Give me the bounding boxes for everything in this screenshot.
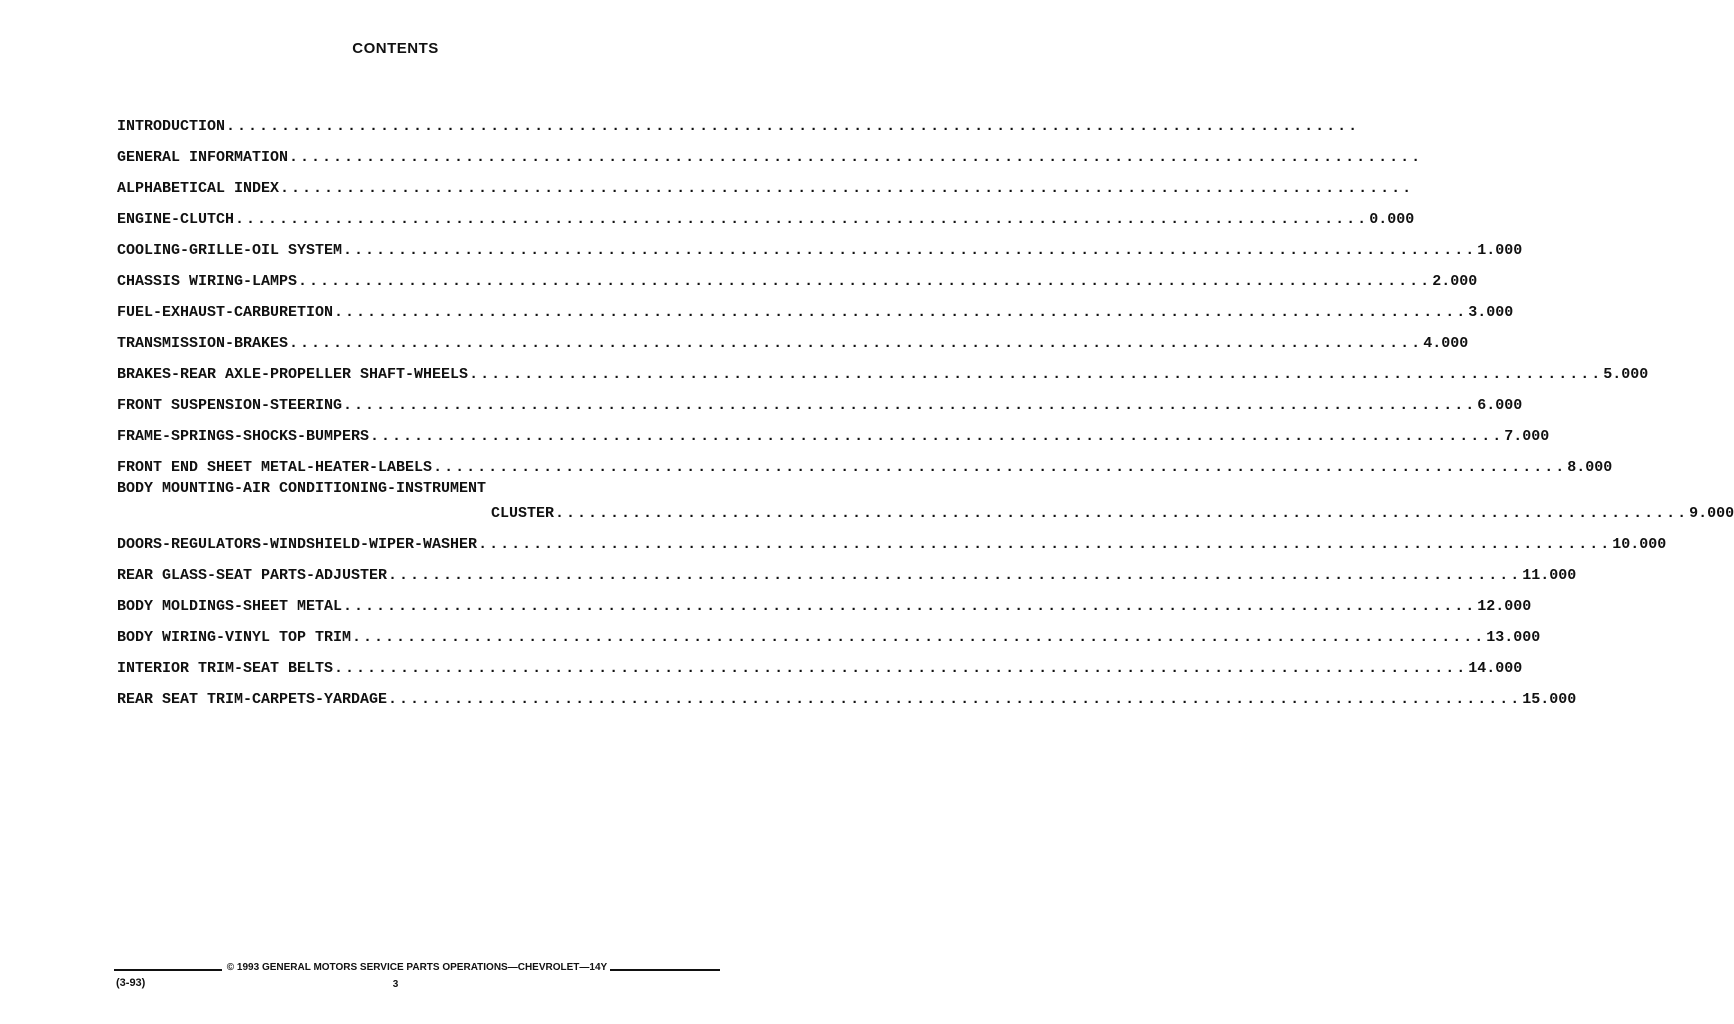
toc-entry-chassis-wiring <box>117 259 1478 290</box>
dot-leader: ....................................................................................................... <box>343 242 1477 259</box>
toc-entry-body-mounting <box>117 476 1734 522</box>
page-title: CONTENTS <box>352 40 439 57</box>
toc-section-number: 0.000 <box>1369 211 1415 228</box>
toc-entry-rear-seat-trim <box>117 677 1577 708</box>
toc-section-number: 2.000 <box>1432 273 1478 290</box>
toc-label-continued: CLUSTER <box>491 505 555 522</box>
toc-section-number: 4.000 <box>1423 335 1469 352</box>
toc-entry-introduction <box>117 104 1360 135</box>
toc-label: FRAME-SPRINGS-SHOCKS-BUMPERS <box>117 428 370 445</box>
toc-entry-body-moldings <box>117 584 1532 615</box>
toc-section-number: 7.000 <box>1504 428 1550 445</box>
toc-label: GENERAL INFORMATION <box>117 149 289 166</box>
dot-leader: ....................................................................................................... <box>298 273 1432 290</box>
dot-leader: ....................................................................................................... <box>226 118 1360 135</box>
toc-label: REAR SEAT TRIM-CARPETS-YARDAGE <box>117 691 388 708</box>
toc-section-number: 11.000 <box>1522 567 1577 584</box>
toc-entry-frame-springs <box>117 414 1550 445</box>
toc-entry-transmission <box>117 321 1469 352</box>
dot-leader: ....................................................................................................... <box>235 211 1369 228</box>
toc-label: FUEL-EXHAUST-CARBURETION <box>117 304 334 321</box>
dot-leader: ....................................................................................................... <box>388 567 1522 584</box>
dot-leader: ....................................................................................................... <box>555 505 1689 522</box>
toc-entry-brakes-rear-axle <box>117 352 1649 383</box>
toc-label: INTRODUCTION <box>117 118 226 135</box>
toc-entry-doors-regulators <box>117 522 1667 553</box>
toc-entry-cooling <box>117 228 1523 259</box>
toc-label: ENGINE-CLUTCH <box>117 211 235 228</box>
toc-label: BODY MOLDINGS-SHEET METAL <box>117 598 343 615</box>
footer-rule-right <box>610 969 720 971</box>
toc-section-number: 1.000 <box>1477 242 1523 259</box>
dot-leader: ....................................................................................................... <box>343 397 1477 414</box>
toc-entry-front-end-sheet-metal <box>117 445 1613 476</box>
dot-leader: ....................................................................................................... <box>370 428 1504 445</box>
toc-section-number: 15.000 <box>1522 691 1577 708</box>
toc-section-number: 8.000 <box>1567 459 1613 476</box>
toc-label: TRANSMISSION-BRAKES <box>117 335 289 352</box>
table-of-contents <box>117 104 1734 708</box>
dot-leader: ....................................................................................................... <box>388 691 1522 708</box>
footer-date-code: (3-93) <box>116 977 146 989</box>
toc-section-number: 12.000 <box>1477 598 1532 615</box>
toc-label: DOORS-REGULATORS-WINDSHIELD-WIPER-WASHER <box>117 536 478 553</box>
page-number: 3 <box>392 979 399 990</box>
toc-section-number: 6.000 <box>1477 397 1523 414</box>
dot-leader: ....................................................................................................... <box>334 304 1468 321</box>
toc-entry-fuel-exhaust <box>117 290 1514 321</box>
dot-leader: ....................................................................................................... <box>352 629 1486 646</box>
toc-section-number: 14.000 <box>1468 660 1523 677</box>
toc-entry-alphabetical-index <box>117 166 1414 197</box>
toc-entry-rear-glass <box>117 553 1577 584</box>
dot-leader: ....................................................................................................... <box>289 335 1423 352</box>
dot-leader: ....................................................................................................... <box>334 660 1468 677</box>
toc-label: REAR GLASS-SEAT PARTS-ADJUSTER <box>117 567 388 584</box>
toc-label: BODY MOUNTING-AIR CONDITIONING-INSTRUMENT <box>117 480 487 497</box>
dot-leader: ....................................................................................................... <box>469 366 1603 383</box>
toc-section-number: 13.000 <box>1486 629 1541 646</box>
footer-copyright: © 1993 GENERAL MOTORS SERVICE PARTS OPERATIONS—CHEVROLET—14Y <box>226 962 608 973</box>
dot-leader: ....................................................................................................... <box>433 459 1567 476</box>
toc-label: INTERIOR TRIM-SEAT BELTS <box>117 660 334 677</box>
toc-section-number: 10.000 <box>1612 536 1667 553</box>
toc-section-number: 9.000 <box>1689 505 1734 522</box>
dot-leader: ....................................................................................................... <box>289 149 1423 166</box>
toc-label: BODY WIRING-VINYL TOP TRIM <box>117 629 352 646</box>
toc-label: CHASSIS WIRING-LAMPS <box>117 273 298 290</box>
dot-leader: ....................................................................................................... <box>478 536 1612 553</box>
toc-label: FRONT END SHEET METAL-HEATER-LABELS <box>117 459 433 476</box>
toc-entry-interior-trim <box>117 646 1523 677</box>
toc-label: COOLING-GRILLE-OIL SYSTEM <box>117 242 343 259</box>
toc-entry-body-wiring <box>117 615 1541 646</box>
toc-entry-engine-clutch <box>117 197 1415 228</box>
dot-leader: ....................................................................................................... <box>280 180 1414 197</box>
toc-label: BRAKES-REAR AXLE-PROPELLER SHAFT-WHEELS <box>117 366 469 383</box>
toc-section-number: 3.000 <box>1468 304 1514 321</box>
toc-entry-front-suspension <box>117 383 1523 414</box>
toc-label: FRONT SUSPENSION-STEERING <box>117 397 343 414</box>
toc-section-number: 5.000 <box>1603 366 1649 383</box>
toc-entry-general-information <box>117 135 1423 166</box>
footer-rule-left <box>114 969 222 971</box>
dot-leader: ....................................................................................................... <box>343 598 1477 615</box>
toc-label: ALPHABETICAL INDEX <box>117 180 280 197</box>
